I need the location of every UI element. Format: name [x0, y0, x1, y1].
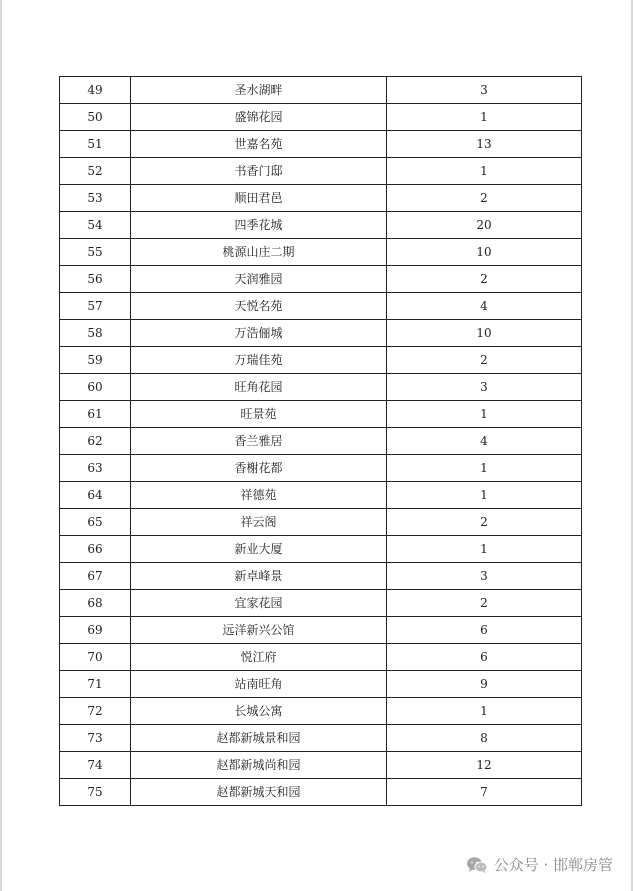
- count-cell: 1: [387, 482, 582, 509]
- count-cell: 10: [387, 239, 582, 266]
- community-name-cell: 香兰雅居: [131, 428, 387, 455]
- table-row: [60, 320, 582, 347]
- row-number-cell: 56: [60, 266, 131, 293]
- community-name-cell: 赵都新城景和园: [131, 725, 387, 752]
- count-cell: 10: [387, 320, 582, 347]
- table-row: [60, 131, 582, 158]
- count-cell: 1: [387, 401, 582, 428]
- count-cell: 4: [387, 293, 582, 320]
- row-number-cell: 55: [60, 239, 131, 266]
- table-row: [60, 617, 582, 644]
- count-cell: 13: [387, 131, 582, 158]
- table-row: [60, 428, 582, 455]
- table-row: [60, 347, 582, 374]
- community-name-cell: 站南旺角: [131, 671, 387, 698]
- community-name-cell: 悦江府: [131, 644, 387, 671]
- community-name-cell: 祥德苑: [131, 482, 387, 509]
- table-row: [60, 590, 582, 617]
- row-number-cell: 61: [60, 401, 131, 428]
- count-cell: 1: [387, 698, 582, 725]
- row-number-cell: 70: [60, 644, 131, 671]
- community-name-cell: 四季花城: [131, 212, 387, 239]
- table-row: [60, 239, 582, 266]
- table-row: [60, 185, 582, 212]
- table-row: [60, 482, 582, 509]
- community-name-cell: 新业大厦: [131, 536, 387, 563]
- row-number-cell: 63: [60, 455, 131, 482]
- community-name-cell: 世嘉名苑: [131, 131, 387, 158]
- count-cell: 12: [387, 752, 582, 779]
- row-number-cell: 51: [60, 131, 131, 158]
- row-number-cell: 58: [60, 320, 131, 347]
- table-row: [60, 509, 582, 536]
- table-row: [60, 698, 582, 725]
- table-row: [60, 374, 582, 401]
- count-cell: 6: [387, 617, 582, 644]
- table-row: [60, 779, 582, 806]
- row-number-cell: 57: [60, 293, 131, 320]
- table-row: [60, 671, 582, 698]
- community-name-cell: 远洋新兴公馆: [131, 617, 387, 644]
- table-row: [60, 158, 582, 185]
- table-row: [60, 401, 582, 428]
- row-number-cell: 66: [60, 536, 131, 563]
- count-cell: 2: [387, 347, 582, 374]
- community-name-cell: 长城公寓: [131, 698, 387, 725]
- community-name-cell: 书香门邸: [131, 158, 387, 185]
- community-name-cell: 圣水湖畔: [131, 77, 387, 104]
- page-edge-left: [0, 0, 2, 891]
- row-number-cell: 54: [60, 212, 131, 239]
- row-number-cell: 64: [60, 482, 131, 509]
- count-cell: 9: [387, 671, 582, 698]
- row-number-cell: 62: [60, 428, 131, 455]
- community-name-cell: 香榭花都: [131, 455, 387, 482]
- row-number-cell: 68: [60, 590, 131, 617]
- residential-listing-table: [59, 76, 582, 806]
- community-name-cell: 天润雅园: [131, 266, 387, 293]
- community-name-cell: 祥云阁: [131, 509, 387, 536]
- row-number-cell: 52: [60, 158, 131, 185]
- count-cell: 20: [387, 212, 582, 239]
- wechat-watermark: [466, 854, 613, 875]
- row-number-cell: 65: [60, 509, 131, 536]
- count-cell: 1: [387, 158, 582, 185]
- row-number-cell: 53: [60, 185, 131, 212]
- community-name-cell: 盛锦花园: [131, 104, 387, 131]
- count-cell: 3: [387, 77, 582, 104]
- row-number-cell: 69: [60, 617, 131, 644]
- count-cell: 3: [387, 374, 582, 401]
- table-body: [60, 77, 582, 806]
- row-number-cell: 73: [60, 725, 131, 752]
- count-cell: 2: [387, 509, 582, 536]
- count-cell: 2: [387, 266, 582, 293]
- table-row: [60, 212, 582, 239]
- wechat-icon: [466, 856, 488, 874]
- watermark-text: 公众号 · 邯郸房管: [493, 856, 613, 874]
- table-row: [60, 644, 582, 671]
- community-name-cell: 万瑞佳苑: [131, 347, 387, 374]
- community-name-cell: 赵都新城尚和园: [131, 752, 387, 779]
- row-number-cell: 75: [60, 779, 131, 806]
- table-row: [60, 752, 582, 779]
- community-name-cell: 旺景苑: [131, 401, 387, 428]
- count-cell: 6: [387, 644, 582, 671]
- row-number-cell: 50: [60, 104, 131, 131]
- table-row: [60, 563, 582, 590]
- table-row: [60, 455, 582, 482]
- row-number-cell: 60: [60, 374, 131, 401]
- table-row: [60, 104, 582, 131]
- row-number-cell: 67: [60, 563, 131, 590]
- table-row: [60, 725, 582, 752]
- table-row: [60, 266, 582, 293]
- count-cell: 4: [387, 428, 582, 455]
- row-number-cell: 59: [60, 347, 131, 374]
- community-name-cell: 万浩俪城: [131, 320, 387, 347]
- count-cell: 8: [387, 725, 582, 752]
- community-name-cell: 天悦名苑: [131, 293, 387, 320]
- community-name-cell: 顺田君邑: [131, 185, 387, 212]
- count-cell: 1: [387, 104, 582, 131]
- count-cell: 1: [387, 536, 582, 563]
- row-number-cell: 74: [60, 752, 131, 779]
- community-name-cell: 桃源山庄二期: [131, 239, 387, 266]
- count-cell: 2: [387, 590, 582, 617]
- row-number-cell: 72: [60, 698, 131, 725]
- community-name-cell: 赵都新城天和园: [131, 779, 387, 806]
- count-cell: 3: [387, 563, 582, 590]
- count-cell: 7: [387, 779, 582, 806]
- table-row: [60, 77, 582, 104]
- community-name-cell: 宜家花园: [131, 590, 387, 617]
- count-cell: 1: [387, 455, 582, 482]
- community-name-cell: 新卓峰景: [131, 563, 387, 590]
- community-name-cell: 旺角花园: [131, 374, 387, 401]
- row-number-cell: 71: [60, 671, 131, 698]
- row-number-cell: 49: [60, 77, 131, 104]
- table-row: [60, 536, 582, 563]
- table-row: [60, 293, 582, 320]
- count-cell: 2: [387, 185, 582, 212]
